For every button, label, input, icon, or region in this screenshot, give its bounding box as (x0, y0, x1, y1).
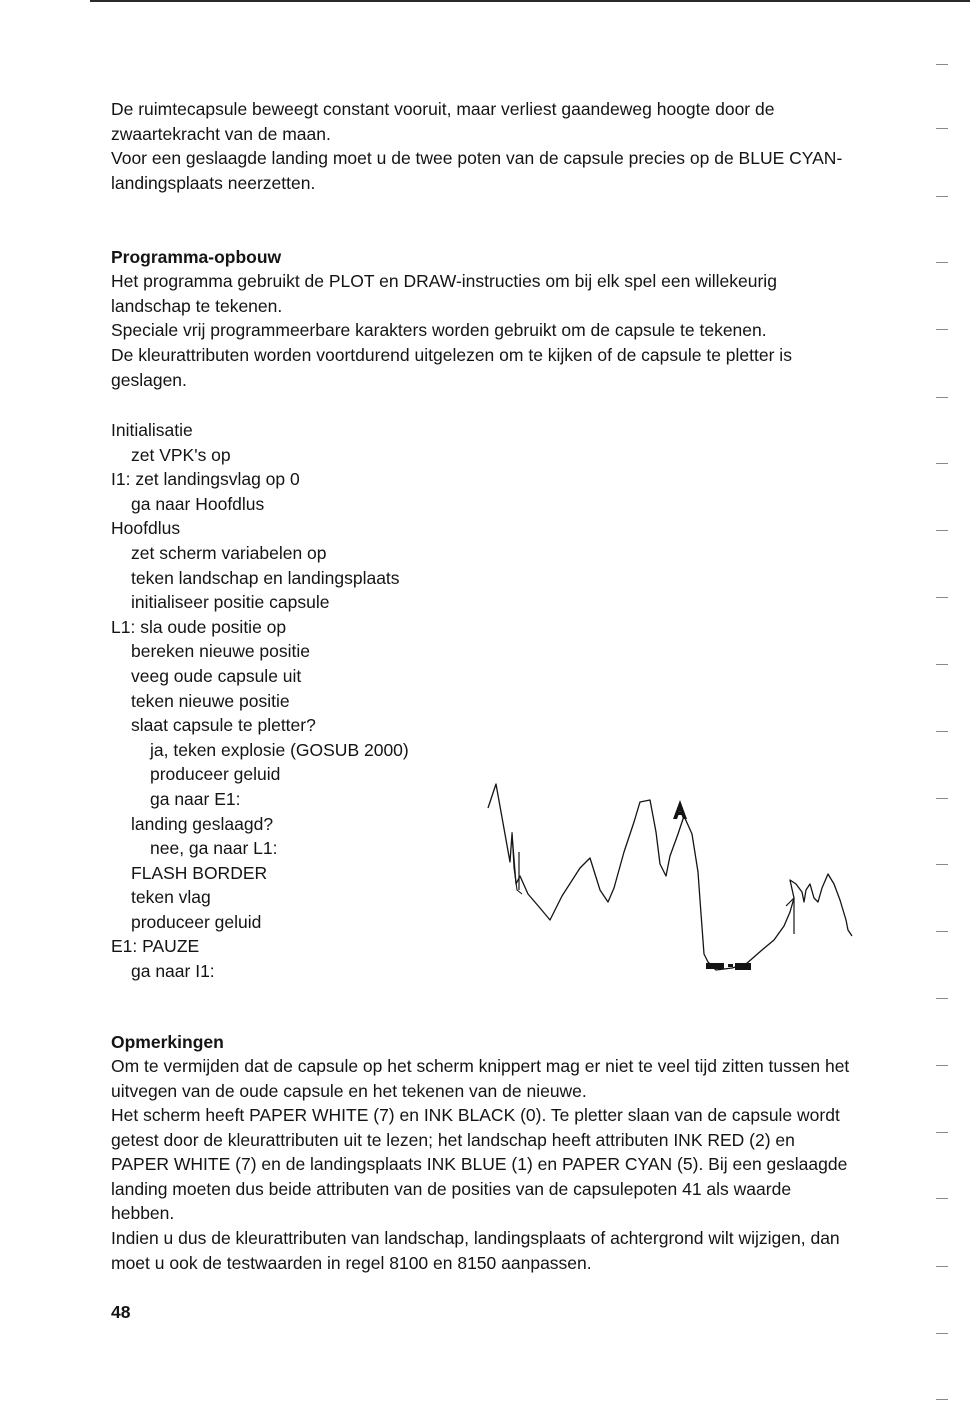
outline-line: L1: sla oude positie op (111, 616, 287, 637)
scan-edge-mark (936, 998, 948, 999)
outline-line: landing geslaagd? (131, 813, 274, 834)
landscape-cliff-detail (512, 832, 522, 894)
scan-edge-mark (936, 798, 948, 799)
section-heading-programma: Programma-opbouw (111, 247, 282, 267)
landing-pad-left (706, 963, 724, 969)
scan-edge-mark (936, 864, 948, 865)
scan-edge-mark (936, 530, 948, 531)
scan-edge-mark (936, 664, 948, 665)
outline-line: teken vlag (131, 887, 211, 908)
scan-edge-mark (936, 397, 948, 398)
scan-edge-mark (936, 1333, 948, 1334)
outline-line: E1: PAUZE (111, 936, 200, 957)
outline-line: produceer geluid (131, 911, 262, 932)
outline-line: ja, teken explosie (GOSUB 2000) (150, 739, 409, 760)
scan-edge-mark (936, 1132, 948, 1133)
scan-edge-mark (936, 463, 948, 464)
outline-line: veeg oude capsule uit (131, 665, 302, 686)
scan-edge-mark (936, 597, 948, 598)
program-outline (111, 418, 409, 984)
outline-line: produceer geluid (150, 764, 281, 785)
scan-edge-mark (936, 1065, 948, 1066)
outline-line: Hoofdlus (111, 518, 181, 539)
outline-line: teken nieuwe positie (131, 690, 290, 711)
outline-line: teken landschap en landingsplaats (131, 567, 400, 588)
outline-line: initialiseer positie capsule (131, 592, 330, 613)
scan-edge-mark (936, 64, 948, 65)
intro-paragraph-1: De ruimtecapsule beweegt constant vooruit, maar verliest gaandeweg hoogte door de zwaartekracht van de maan. (111, 99, 775, 144)
scan-edge-mark (936, 1266, 948, 1267)
landscape-outline (488, 784, 852, 970)
outline-line: zet scherm variabelen op (131, 542, 327, 563)
scan-edge-mark (936, 196, 948, 197)
scan-top-edge (90, 0, 970, 2)
outline-line: ga naar Hoofdlus (131, 493, 265, 514)
scan-edge-mark (936, 262, 948, 263)
landing-pad-mid (728, 964, 733, 967)
scan-edge-mark (936, 931, 948, 932)
page-number: 48 (111, 1302, 131, 1322)
scan-edge-mark (936, 329, 948, 330)
opmerkingen-paragraph-3: Indien u dus de kleurattributen van landschap, landingsplaats of achtergrond wilt wijzigen, dan moet u ook de testwaarden in regel 8100 en 8150 aanpassen. (111, 1228, 840, 1273)
programma-paragraph-1: Het programma gebruikt de PLOT en DRAW-instructies om bij elk spel een willekeurig landschap te tekenen. (111, 271, 777, 316)
section-heading-opmerkingen: Opmerkingen (111, 1032, 224, 1052)
scan-edge-mark (936, 731, 948, 732)
outline-line: bereken nieuwe positie (131, 641, 311, 662)
scan-edge-mark (936, 1399, 948, 1400)
outline-line: nee, ga naar L1: (150, 838, 278, 859)
programma-paragraph-2: Speciale vrij programmeerbare karakters worden gebruikt om de capsule te tekenen. (111, 320, 767, 340)
outline-line: slaat capsule te pletter? (131, 715, 316, 736)
capsule-icon (673, 800, 687, 819)
programma-paragraph-3: De kleurattributen worden voortdurend uitgelezen om te kijken of de capsule te pletter is geslagen. (111, 345, 792, 390)
outline-line: FLASH BORDER (131, 862, 268, 883)
capsule-leg-bar (676, 812, 684, 815)
scan-edge-mark (936, 128, 948, 129)
outline-line: ga naar E1: (150, 788, 241, 809)
outline-line: zet VPK's op (131, 444, 231, 465)
landing-pad-right (735, 963, 751, 970)
scan-edge-mark (936, 1198, 948, 1199)
lunar-landscape-illustration (484, 772, 864, 982)
outline-line: ga naar I1: (131, 961, 215, 982)
opmerkingen-paragraph-1: Om te vermijden dat de capsule op het scherm knippert mag er niet te veel tijd zitten tussen het uitvegen van de oude capsule en het tekenen van de nieuwe. (111, 1056, 850, 1101)
landscape-spike-detail (519, 852, 794, 934)
intro-paragraph-2: Voor een geslaagde landing moet u de twee poten van de capsule precies op de BLUE CYAN-landingsplaats neerzetten. (111, 148, 843, 193)
outline-line: I1: zet landingsvlag op 0 (111, 469, 300, 490)
opmerkingen-paragraph-2: Het scherm heeft PAPER WHITE (7) en INK BLACK (0). Te pletter slaan van de capsule wordt getest door de kleurattributen uit te lezen; het landschap heeft attributen INK RED (2) en PAPER WHITE (7) en de landingsplaats INK BLUE (1) en PAPER CYAN (5). Bij een geslaagde landing moeten dus beide attributen van de posities van de capsulepoten 41 als waarde hebben. (111, 1105, 848, 1223)
outline-line: Initialisatie (111, 420, 193, 440)
